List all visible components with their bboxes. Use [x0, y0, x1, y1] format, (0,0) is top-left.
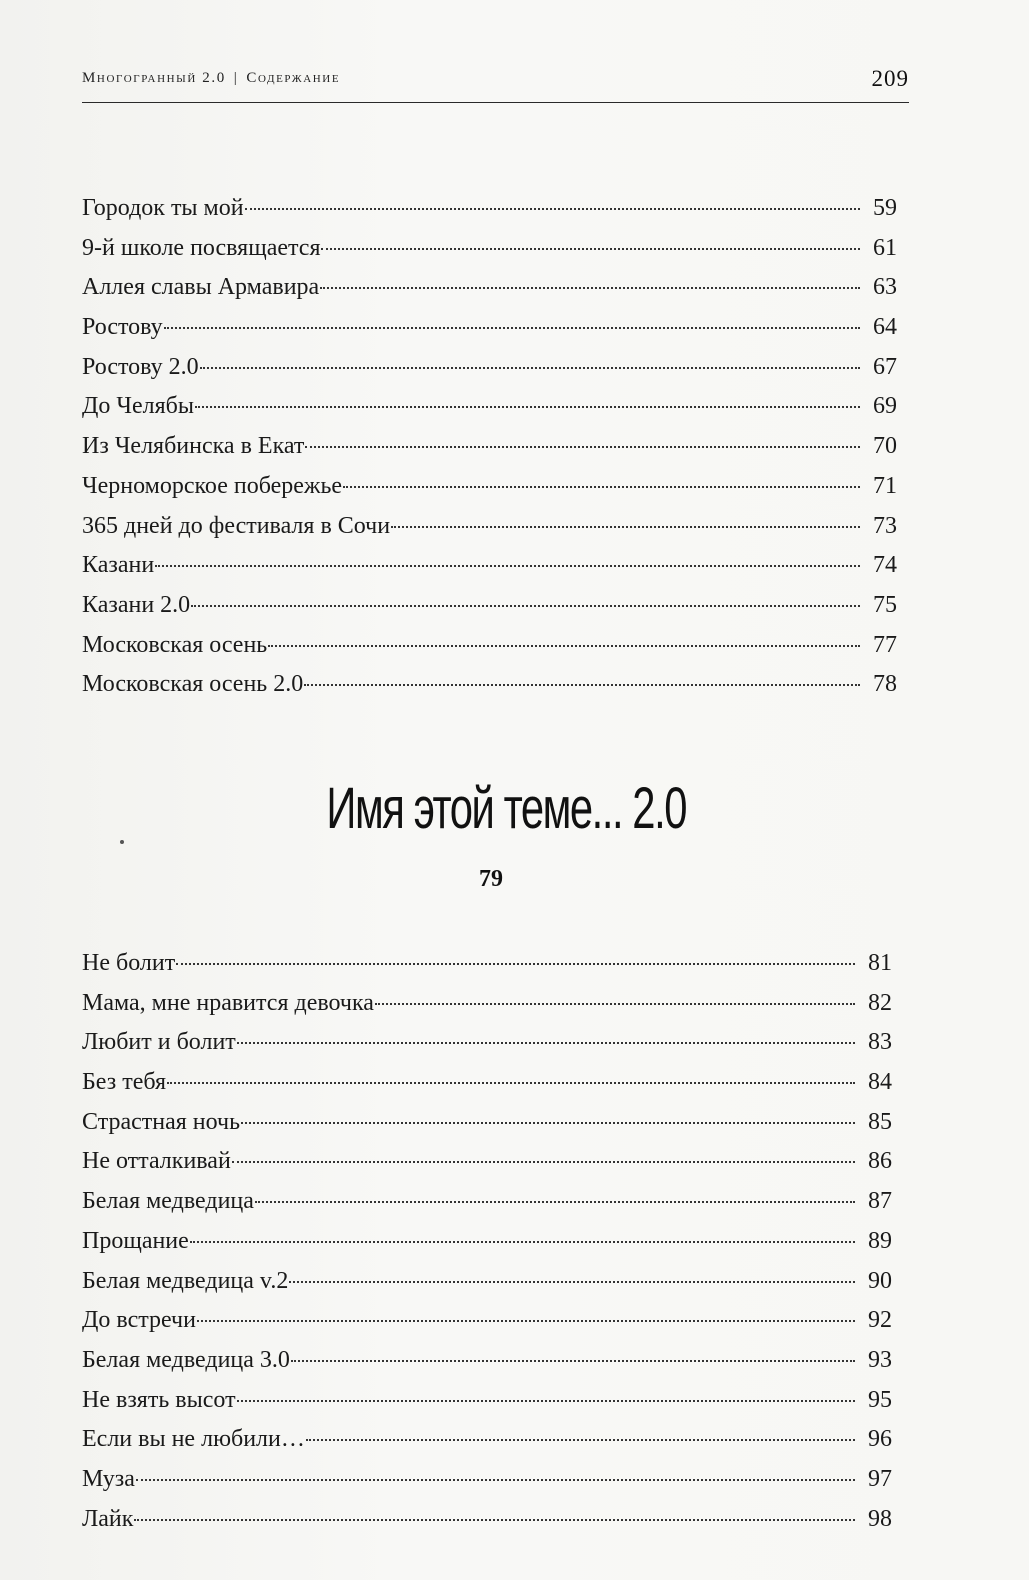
dot-leader: [134, 1519, 855, 1521]
toc-entry-page: 92: [868, 1307, 892, 1334]
toc-entry: [82, 1142, 892, 1182]
toc-entry: [82, 1222, 892, 1262]
toc-entry-title: Если вы не любили…: [82, 1426, 305, 1453]
toc-entry-title: Без тебя: [82, 1069, 166, 1096]
dot-leader: [167, 1082, 855, 1084]
toc-entry-page: 75: [873, 591, 897, 618]
dot-leader: [255, 1201, 855, 1203]
dot-leader: [305, 446, 860, 448]
toc-entry-title: Ростову: [82, 314, 163, 341]
dot-leader: [241, 1122, 855, 1124]
toc-entry: [82, 546, 897, 586]
toc-entry-title: Московская осень: [82, 631, 268, 658]
toc-entry-page: 77: [873, 631, 897, 658]
toc-entry-page: 93: [868, 1346, 892, 1373]
toc-entry-title: 365 дней до фестиваля в Сочи: [82, 512, 391, 539]
toc-entry: [82, 1182, 892, 1222]
toc-entry-page: 78: [873, 671, 897, 698]
toc-entry-page: 97: [868, 1465, 892, 1492]
toc-entry-page: 96: [868, 1426, 892, 1453]
running-title: [82, 70, 340, 87]
dot-leader: [306, 1439, 855, 1441]
toc-entry-title: Ростову 2.0: [82, 353, 199, 380]
dot-leader: [200, 367, 860, 369]
toc-entry-page: 81: [868, 950, 892, 976]
toc-entry: [82, 427, 897, 467]
toc-entry-page: 90: [868, 1267, 892, 1294]
toc-entry-title: Белая медведица: [82, 1188, 254, 1215]
toc-entry: [82, 1023, 892, 1063]
toc-entry-page: 84: [868, 1069, 892, 1096]
toc-entry: [82, 944, 892, 984]
toc-entry-page: 63: [873, 274, 897, 301]
toc-list-part-1: [82, 189, 897, 705]
toc-entry: [82, 348, 897, 388]
dot-leader: [237, 1400, 855, 1402]
toc-entry-title: Аллея славы Армавира: [82, 274, 320, 301]
toc-entry-page: 71: [873, 472, 897, 499]
toc-entry: [82, 1460, 892, 1500]
dot-leader: [155, 565, 860, 567]
toc-entry: [82, 665, 897, 705]
dot-leader: [164, 327, 860, 329]
toc-entry-title: Белая медведица 3.0: [82, 1346, 290, 1373]
toc-entry-page: 95: [868, 1386, 892, 1413]
toc-entry-title: До встречи: [82, 1307, 196, 1334]
toc-entry-page: 87: [868, 1188, 892, 1215]
dot-leader: [268, 645, 860, 647]
toc-entry-title: Лайк: [82, 1505, 134, 1532]
toc-entry-page: 82: [868, 989, 892, 1016]
dot-leader: [321, 248, 860, 250]
dot-leader: [237, 1042, 855, 1044]
toc-entry: [82, 467, 897, 507]
dot-leader: [291, 1360, 855, 1362]
toc-entry: [82, 189, 897, 229]
print-speck: [120, 840, 124, 844]
toc-entry-page: 64: [873, 314, 897, 341]
toc-entry-title: Муза: [82, 1465, 135, 1492]
dot-leader: [197, 1320, 855, 1322]
toc-entry-page: 73: [873, 512, 897, 539]
toc-entry-title: Казани: [82, 552, 155, 579]
toc-entry: [82, 1341, 892, 1381]
toc-list-part-2: [82, 944, 892, 1539]
toc-entry-page: 83: [868, 1029, 892, 1056]
toc-entry-title: Не болит: [82, 950, 176, 976]
toc-entry-title: Прощание: [82, 1227, 189, 1254]
toc-entry-page: 67: [873, 353, 897, 380]
toc-entry: [82, 1262, 892, 1302]
header-section: Содержание: [246, 70, 341, 86]
dot-leader: [232, 1161, 855, 1163]
toc-entry-page: 61: [873, 234, 897, 261]
toc-entry: [82, 1103, 892, 1143]
toc-entry: [82, 586, 897, 626]
toc-entry-title: Городок ты мой: [82, 195, 244, 221]
toc-entry-title: Казани 2.0: [82, 591, 191, 618]
toc-entry: [82, 268, 897, 308]
dot-leader: [136, 1479, 855, 1481]
dot-leader: [391, 526, 860, 528]
running-header: [82, 62, 909, 103]
toc-entry: [82, 626, 897, 666]
dot-leader: [375, 1003, 855, 1005]
dot-leader: [304, 684, 860, 686]
toc-entry: [82, 1301, 892, 1341]
toc-entry: [82, 229, 897, 269]
page-number: 209: [871, 66, 909, 91]
dot-leader: [320, 287, 860, 289]
dot-leader: [190, 1241, 855, 1243]
dot-leader: [289, 1281, 855, 1283]
toc-entry: [82, 387, 897, 427]
toc-entry-page: 85: [868, 1108, 892, 1135]
toc-entry-title: Не отталкивай: [82, 1148, 231, 1175]
toc-entry: [82, 308, 897, 348]
toc-entry: [82, 1500, 892, 1540]
toc-entry: [82, 1381, 892, 1421]
toc-entry-page: 69: [873, 393, 897, 420]
section-page-number: 79: [479, 866, 503, 892]
dot-leader: [176, 963, 855, 965]
section-heading: Имя этой теме... 2.0: [326, 776, 687, 841]
header-separator: |: [233, 70, 239, 86]
toc-entry: [82, 1063, 892, 1103]
toc-entry: [82, 507, 897, 547]
toc-entry-title: Не взять высот: [82, 1386, 236, 1413]
toc-entry-title: Мама, мне нравится девочка: [82, 989, 374, 1016]
toc-entry-page: 98: [868, 1505, 892, 1532]
toc-entry: [82, 1420, 892, 1460]
toc-entry-title: Белая медведица v.2: [82, 1267, 289, 1294]
toc-entry-page: 74: [873, 552, 897, 579]
dot-leader: [245, 208, 860, 210]
toc-entry-title: Московская осень 2.0: [82, 671, 304, 698]
dot-leader: [195, 406, 860, 408]
toc-entry-title: До Челябы: [82, 393, 194, 420]
toc-entry-title: Страстная ночь: [82, 1108, 241, 1135]
dot-leader: [343, 486, 860, 488]
toc-entry-page: 70: [873, 433, 897, 460]
toc-entry-title: Любит и болит: [82, 1029, 236, 1056]
toc-entry-title: Черноморское побережье: [82, 472, 343, 499]
toc-entry-page: 89: [868, 1227, 892, 1254]
toc-entry-page: 59: [873, 195, 897, 221]
toc-entry-title: Из Челябинска в Екат: [82, 433, 305, 460]
dot-leader: [191, 605, 860, 607]
toc-entry-title: 9-й школе посвящается: [82, 234, 321, 261]
toc-entry: [82, 984, 892, 1024]
book-title: Многогранный 2.0: [82, 70, 226, 86]
toc-entry-page: 86: [868, 1148, 892, 1175]
